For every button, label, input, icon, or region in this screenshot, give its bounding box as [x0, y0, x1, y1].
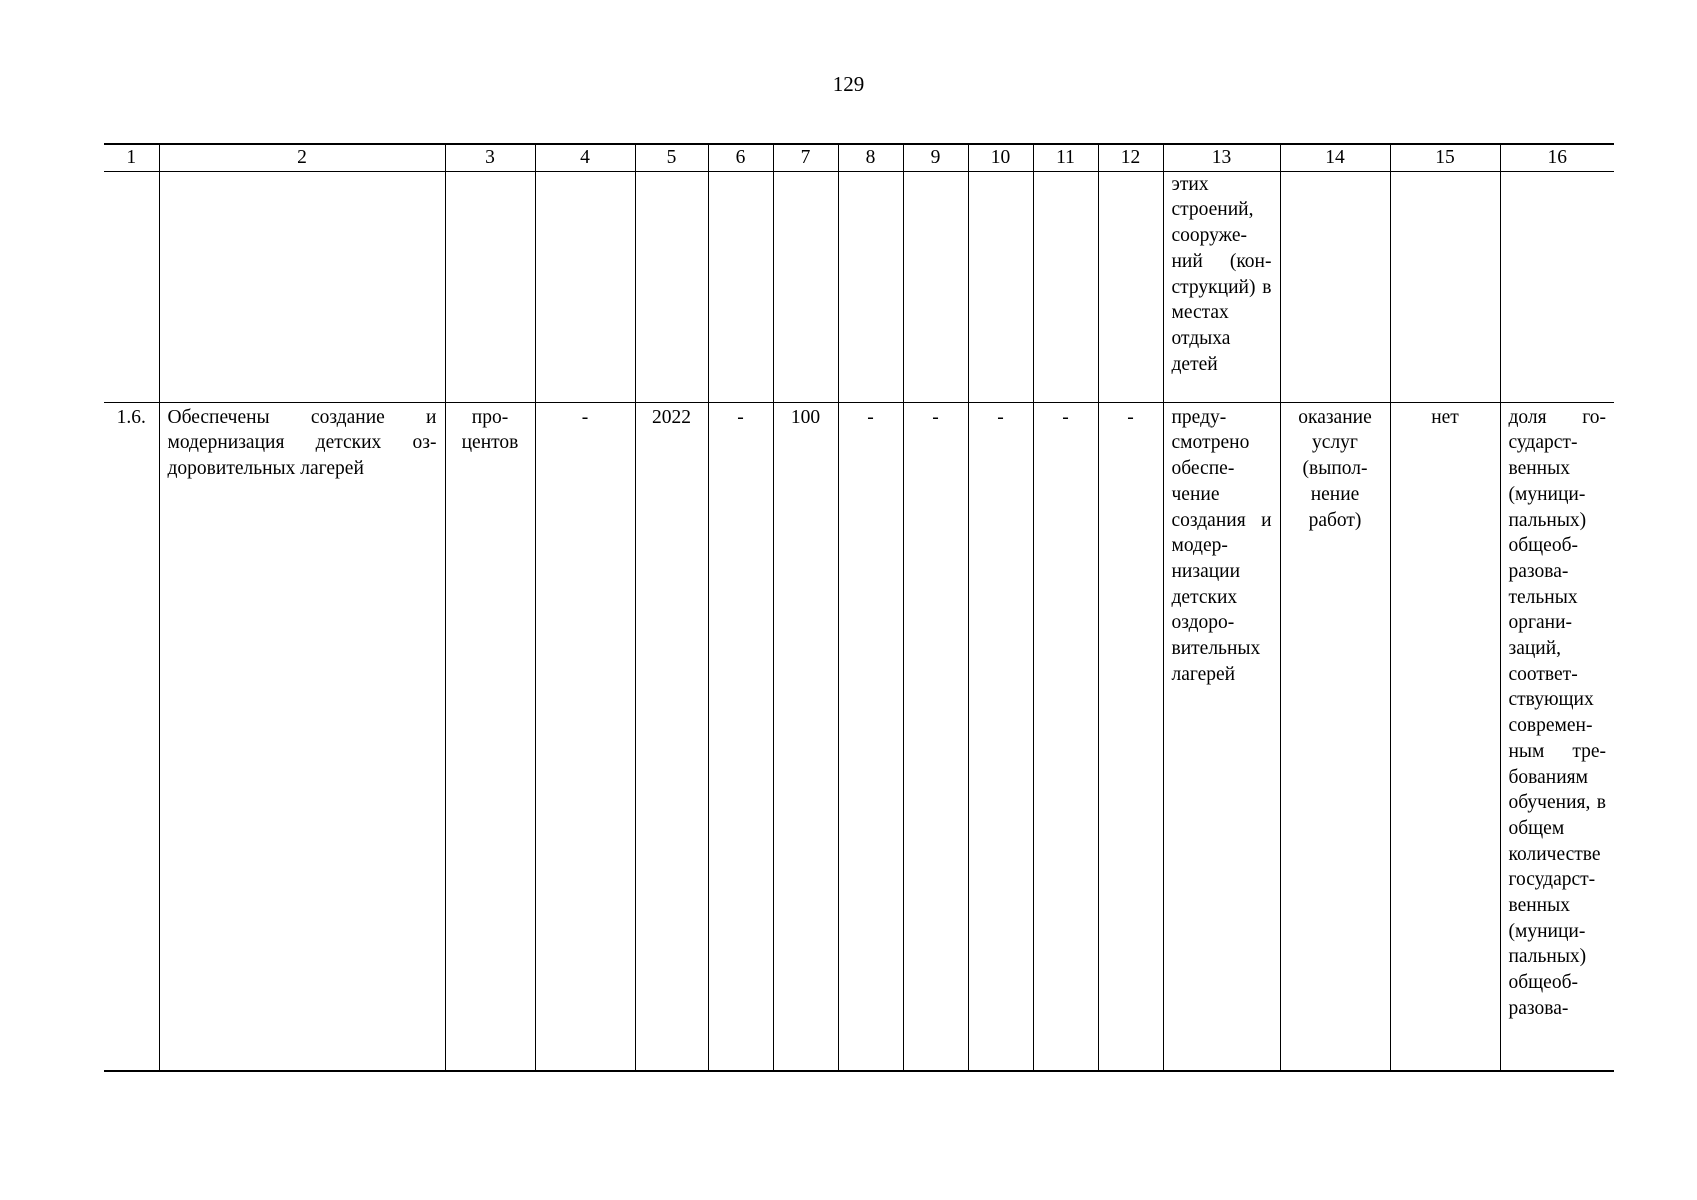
table-cell: -: [903, 402, 968, 1071]
table-cell: [1390, 171, 1500, 402]
header-cell: 3: [445, 144, 535, 171]
table-cell: [1098, 171, 1163, 402]
measures-table: [104, 143, 1614, 1072]
table-cell: -: [968, 402, 1033, 1071]
description-cell: предусмотрено обеспечение создания и модернизации детских оздоровительных лагерей: [1163, 402, 1280, 1071]
table-cell: [1033, 171, 1098, 402]
header-cell: 13: [1163, 144, 1280, 171]
header-cell: 4: [535, 144, 635, 171]
header-cell: 15: [1390, 144, 1500, 171]
header-cell: 8: [838, 144, 903, 171]
table-row: [104, 402, 1614, 1071]
table-cell: [838, 171, 903, 402]
header-cell: 10: [968, 144, 1033, 171]
value-cell: 100: [773, 402, 838, 1071]
header-cell: 11: [1033, 144, 1098, 171]
table-cell: [1500, 171, 1614, 402]
table-cell: [159, 171, 445, 402]
unit-cell: процентов: [445, 402, 535, 1071]
header-cell: 2: [159, 144, 445, 171]
item-name-cell: Обеспечены создание и модернизация детских оздоровительных лагерей: [159, 402, 445, 1071]
table-cell: -: [1033, 402, 1098, 1071]
indicator-cell: доля государственных (муниципальных) общеобразовательных организаций, соответствующих современным требованиям обучения, в общем количестве государственных (муниципальных) общеобразова-: [1500, 402, 1614, 1071]
continuation-row: [104, 171, 1614, 402]
header-cell: 9: [903, 144, 968, 171]
table-cell: [1280, 171, 1390, 402]
table-cell: -: [838, 402, 903, 1071]
header-cell: 12: [1098, 144, 1163, 171]
table-cell: [104, 171, 159, 402]
item-number-cell: 1.6.: [104, 402, 159, 1071]
table-cell: -: [708, 402, 773, 1071]
continuation-text-cell: этих строений, сооружений (конструкций) в местах отдыха детей: [1163, 171, 1280, 402]
header-cell: 14: [1280, 144, 1390, 171]
table-cell: [445, 171, 535, 402]
table-cell: [635, 171, 708, 402]
table-cell: [773, 171, 838, 402]
header-cell: 16: [1500, 144, 1614, 171]
type-cell: оказание услуг (выполнение работ): [1280, 402, 1390, 1071]
year-cell: 2022: [635, 402, 708, 1071]
header-cell: 7: [773, 144, 838, 171]
table-cell: -: [1098, 402, 1163, 1071]
header-cell: 1: [104, 144, 159, 171]
page-number: 129: [832, 72, 865, 96]
header-cell: 5: [635, 144, 708, 171]
table-cell: [708, 171, 773, 402]
table-cell: [903, 171, 968, 402]
table-cell: [535, 171, 635, 402]
table-cell: нет: [1390, 402, 1500, 1071]
table-cell: [968, 171, 1033, 402]
table-cell: -: [535, 402, 635, 1071]
header-row: [104, 144, 1614, 171]
header-cell: 6: [708, 144, 773, 171]
